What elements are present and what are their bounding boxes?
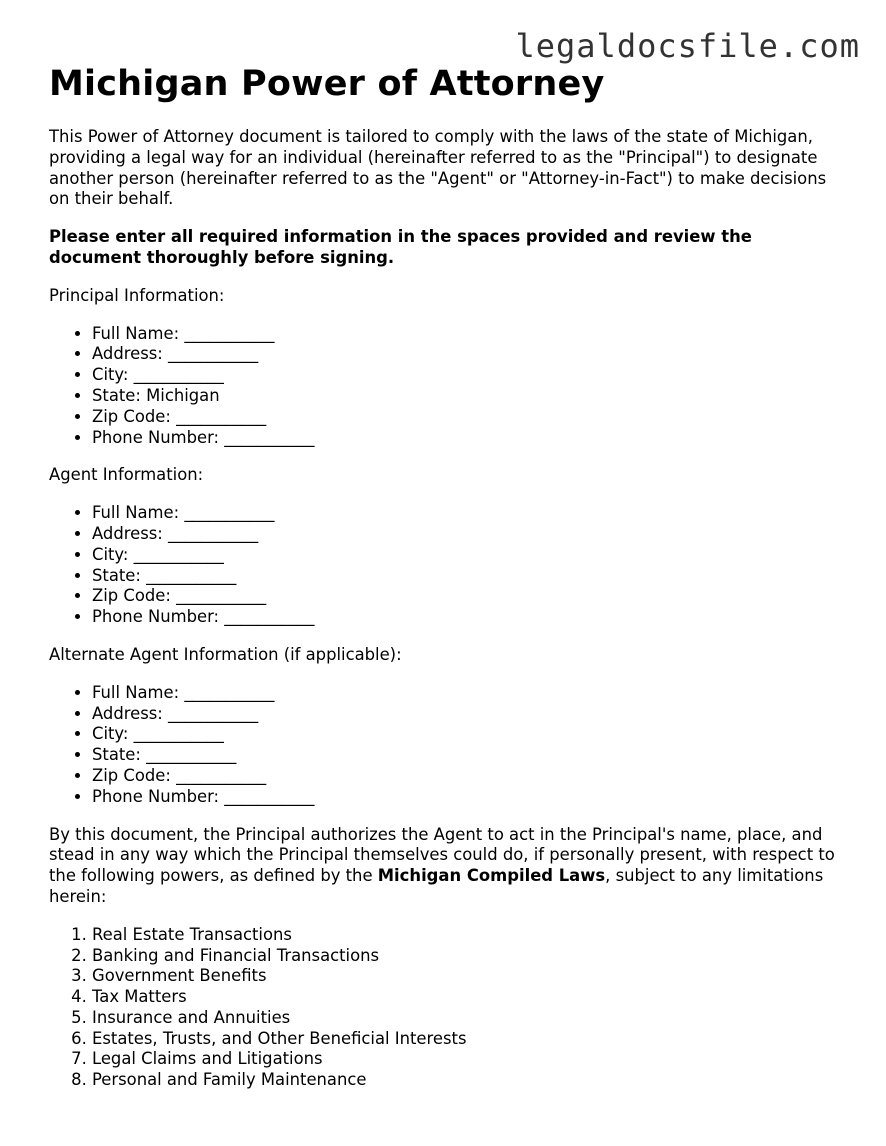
alternate-agent-field-list — [49, 683, 849, 808]
alternate-city: • City: ___________ — [92, 724, 849, 745]
power-item: 8. Personal and Family Maintenance — [92, 1070, 849, 1091]
authorization-text-before: By this document, the Principal authorizes the Agent to act in the Principal's name, place, and stead in any way which the Principal themselves could do, if personally present, with respect to the following powers, as defined by the — [49, 824, 835, 886]
agent-zip: • Zip Code: ___________ — [92, 586, 849, 607]
alternate-zip: • Zip Code: ___________ — [92, 766, 849, 787]
alternate-full-name: • Full Name: ___________ — [92, 683, 849, 704]
agent-phone: • Phone Number: ___________ — [92, 607, 849, 628]
alternate-agent-heading: Alternate Agent Information (if applicable): — [49, 644, 402, 664]
agent-heading: Agent Information: — [49, 465, 204, 485]
watermark: legaldocsfile.com — [515, 27, 860, 65]
powers-list — [49, 925, 849, 1091]
power-item: 1. Real Estate Transactions — [92, 925, 849, 946]
power-item: 7. Legal Claims and Litigations — [92, 1049, 849, 1070]
principal-address: • Address: ___________ — [92, 344, 849, 365]
agent-field-list — [49, 503, 849, 628]
agent-state: • State: ___________ — [92, 566, 849, 587]
page-title: Michigan Power of Attorney — [49, 64, 605, 104]
power-item: 6. Estates, Trusts, and Other Beneficial Interests — [92, 1029, 849, 1050]
document-body — [49, 127, 849, 1108]
power-item: 4. Tax Matters — [92, 987, 849, 1008]
principal-state: • State: Michigan — [92, 386, 849, 407]
alternate-state: • State: ___________ — [92, 745, 849, 766]
power-item: 3. Government Benefits — [92, 966, 849, 987]
principal-field-list — [49, 324, 849, 449]
authorization-text-after: , subject to any limitations herein: — [49, 866, 824, 906]
power-item: 2. Banking and Financial Transactions — [92, 946, 849, 967]
instruction-paragraph: Please enter all required information in the spaces provided and review the document thoroughly before signing. — [49, 227, 752, 267]
agent-full-name: • Full Name: ___________ — [92, 503, 849, 524]
principal-zip: • Zip Code: ___________ — [92, 407, 849, 428]
principal-heading: Principal Information: — [49, 285, 225, 305]
michigan-compiled-laws: Michigan Compiled Laws — [377, 866, 606, 886]
principal-city: • City: ___________ — [92, 365, 849, 386]
power-item: 5. Insurance and Annuities — [92, 1008, 849, 1029]
agent-address: • Address: ___________ — [92, 524, 849, 545]
alternate-phone: • Phone Number: ___________ — [92, 787, 849, 808]
intro-paragraph: This Power of Attorney document is tailored to comply with the laws of the state of Michigan, providing a legal way for an individual (hereinafter referred to as the "Principal") to designate another person (hereinafter referred to as the "Agent" or "Attorney-in-Fact") to make decisions on their behalf. — [49, 127, 827, 209]
principal-phone: • Phone Number: ___________ — [92, 428, 849, 449]
agent-city: • City: ___________ — [92, 545, 849, 566]
principal-full-name: • Full Name: ___________ — [92, 324, 849, 345]
alternate-address: • Address: ___________ — [92, 704, 849, 725]
authorization-paragraph — [49, 825, 849, 908]
